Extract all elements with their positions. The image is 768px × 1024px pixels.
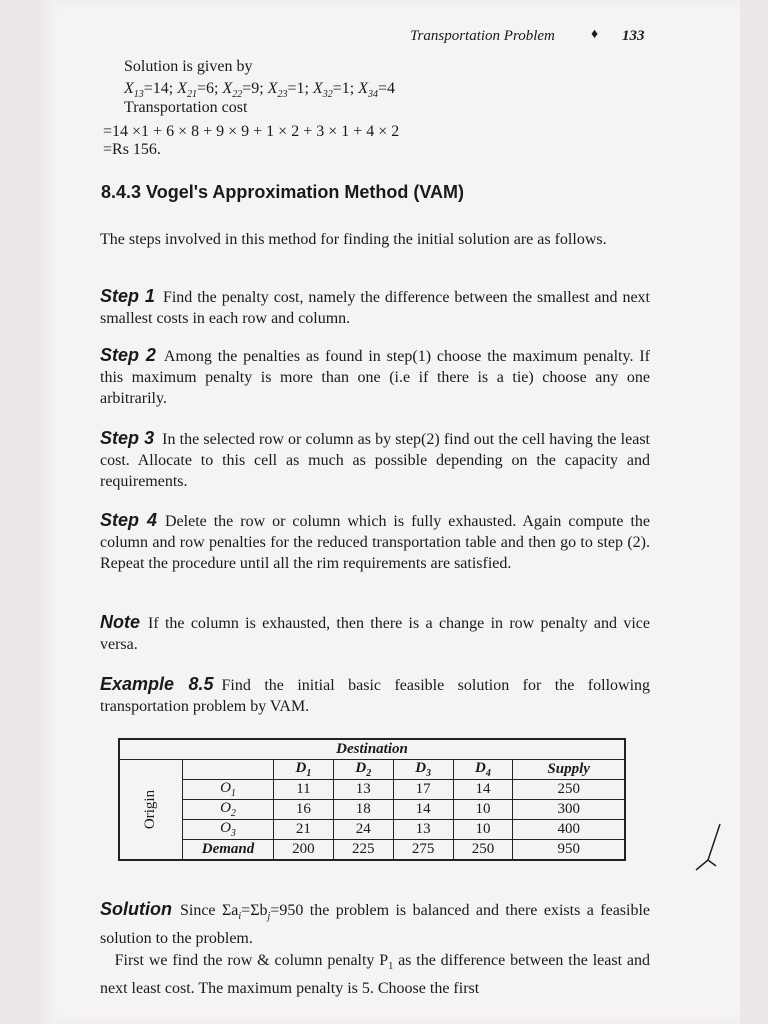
pen-mark-icon xyxy=(690,820,730,880)
step-2-text: Among the penalties as found in step(1) choose the maximum penalty. If this maximum penalty is more than one (i.e if there is a tie) choose any one arbitrarily. xyxy=(100,348,650,407)
demand-cell: 200 xyxy=(274,840,334,861)
page-number: 133 xyxy=(622,28,645,44)
running-title: Transportation Problem xyxy=(410,28,555,44)
origin-label-2: $O_2$ xyxy=(183,800,274,820)
solution-variable: X xyxy=(313,80,323,97)
step-2 xyxy=(100,345,650,409)
cost-cell: 18 xyxy=(333,800,393,820)
table-corner xyxy=(183,760,274,780)
example-text: Find the initial basic feasible solution for the following transportation problem by VAM. xyxy=(100,677,651,715)
transportation-table xyxy=(118,738,626,861)
cost-cell: 16 xyxy=(274,800,334,820)
solution-variable: X xyxy=(222,80,233,97)
cost-cell: 21 xyxy=(274,820,334,840)
demand-label: Demand xyxy=(183,840,274,861)
step-4-label: Step 4 xyxy=(100,510,157,530)
solution: Solution Since $\Sigma a_i=\Sigma b_j=950$ the problem is balanced and there exists a feasible solution to the problem. First we find the row & column penalty $P_1$ as the difference between the least and next least cost. The maximum penalty is 5. Choose the first xyxy=(100,899,651,998)
dest-header-1: $D_1$ xyxy=(274,760,334,780)
diamond-icon: ♦ xyxy=(591,27,599,42)
solution-variable: X xyxy=(358,80,369,97)
section-heading: 8.4.3 Vogel's Approximation Method (VAM) xyxy=(101,182,464,202)
origin-header: Origin xyxy=(119,760,183,861)
solution-intro-line: Solution is given by xyxy=(124,58,253,75)
supply-cell: 250 xyxy=(513,780,625,800)
cost-cell: 14 xyxy=(393,800,453,820)
supply-cell: 400 xyxy=(513,820,625,840)
step-2-label: Step 2 xyxy=(100,345,156,365)
demand-cell: 275 xyxy=(393,840,453,861)
cost-cell: 13 xyxy=(393,820,453,840)
total-cell: 950 xyxy=(513,840,625,861)
step-4 xyxy=(100,510,650,574)
note xyxy=(100,612,650,655)
solution-variable: X xyxy=(177,80,188,97)
cost-expression: =14 ×1 + 6 × 8 + 9 × 9 + 1 × 2 + 3 × 1 + 4 × 2 xyxy=(103,123,400,140)
demand-cell: 250 xyxy=(453,840,513,861)
cost-cell: 13 xyxy=(333,780,393,800)
solution-variable: X xyxy=(267,80,278,97)
transport-cost-label: Transportation cost xyxy=(124,99,248,116)
cost-cell: 10 xyxy=(453,820,513,840)
step-1-label: Step 1 xyxy=(100,286,155,306)
dest-header-2: $D_2$ xyxy=(333,760,393,780)
step-3-label: Step 3 xyxy=(100,428,155,448)
cost-cell: 10 xyxy=(453,800,513,820)
cost-cell: 14 xyxy=(453,780,513,800)
solution-values-line: $X_{13}=14$; $X_{21}=6$; $X_{22}=9$; $X_{23}=1$; $X_{32}=1$; $X_{34}=4$ xyxy=(124,80,396,101)
example xyxy=(100,674,650,717)
cost-cell: 17 xyxy=(393,780,453,800)
step-1 xyxy=(100,286,650,329)
step-1-text: Find the penalty cost, namely the difference between the smallest and next smallest costs in each row and column. xyxy=(100,289,650,327)
step-3 xyxy=(100,428,650,492)
demand-row xyxy=(119,840,625,861)
note-text: If the column is exhausted, then there is a change in row penalty and vice versa. xyxy=(100,615,650,653)
supply-header: Supply xyxy=(513,760,625,780)
step-4-text: Delete the row or column which is fully exhausted. Again compute the column and row penalties for the reduced transportation table and then go to step (2). Repeat the procedure until all the rim requirements are satisfied. xyxy=(100,513,650,572)
step-3-text: In the selected row or column as by step(2) find out the cell having the least cost. Allocate to this cell as much as possible depending on the capacity and requirements. xyxy=(100,431,650,490)
table-row xyxy=(119,820,625,840)
table-row xyxy=(119,780,625,800)
dest-header-3: $D_3$ xyxy=(393,760,453,780)
supply-cell: 300 xyxy=(513,800,625,820)
destination-header: Destination xyxy=(119,739,625,760)
note-label: Note xyxy=(100,612,140,632)
cost-cell: 24 xyxy=(333,820,393,840)
origin-label-1: $O_1$ xyxy=(183,780,274,800)
dest-header-4: $D_4$ xyxy=(453,760,513,780)
demand-cell: 225 xyxy=(333,840,393,861)
origin-label-3: $O_3$ xyxy=(183,820,274,840)
cost-result: =Rs 156. xyxy=(103,141,161,158)
solution-variable: X xyxy=(124,80,134,97)
table-row xyxy=(119,800,625,820)
solution-label: Solution xyxy=(100,899,172,919)
example-label: Example 8.5 xyxy=(100,674,214,694)
intro-paragraph: The steps involved in this method for finding the initial solution are as follows. xyxy=(100,231,607,248)
cost-cell: 11 xyxy=(274,780,334,800)
